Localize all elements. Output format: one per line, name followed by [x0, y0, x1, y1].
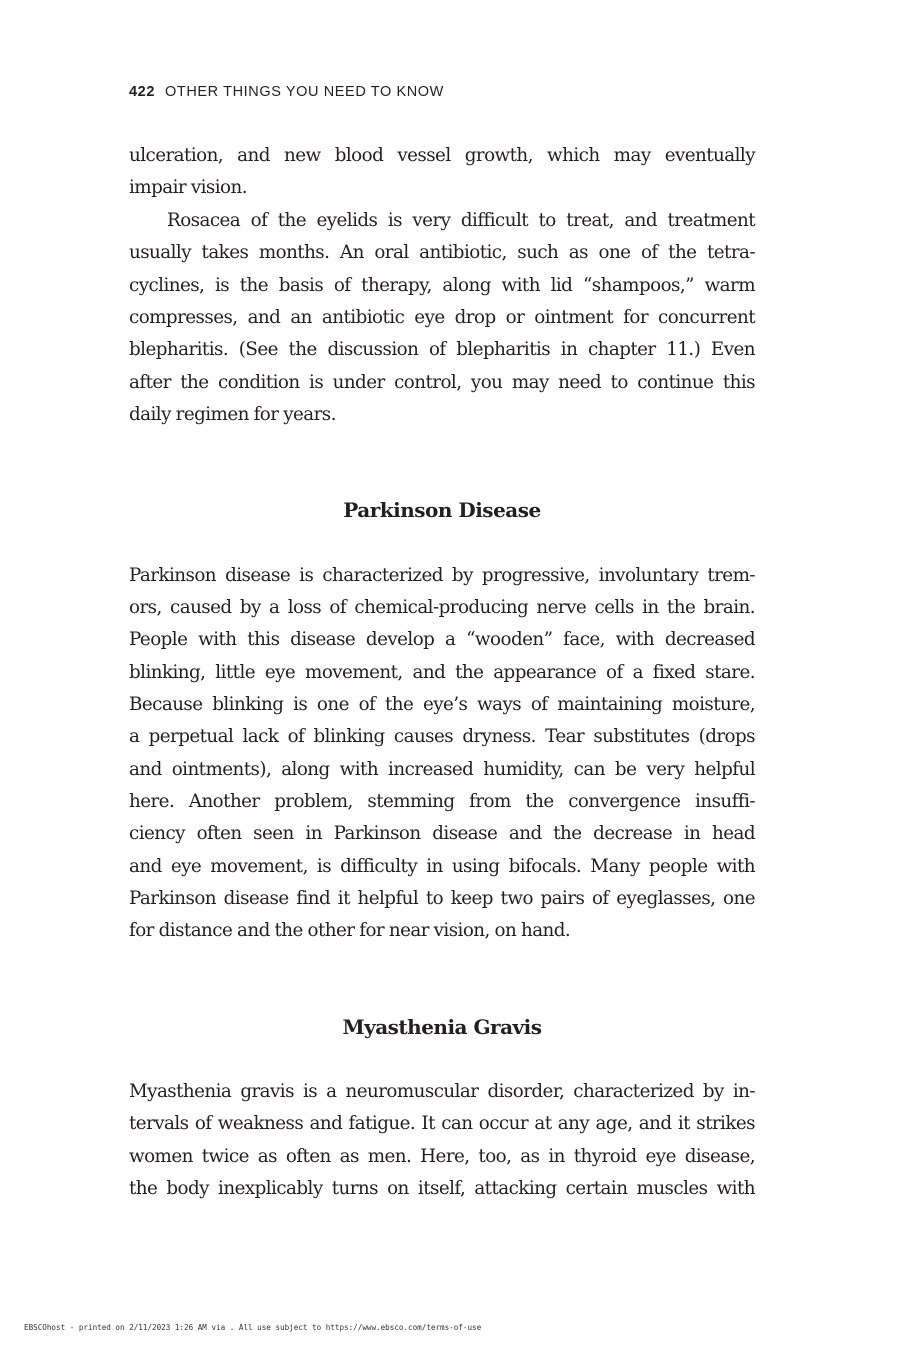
- body-line: impair vision.: [129, 177, 247, 198]
- print-footer: EBSCOhost - printed on 2/11/2023 1:26 AM via . All use subject to https://www.ebsco.com/terms-of-use: [24, 1323, 482, 1332]
- body-line: and ointments), along with increased humidity, can be very helpful: [129, 759, 755, 780]
- body-line: after the condition is under control, you may need to continue this: [129, 372, 755, 393]
- body-line: Myasthenia gravis is a neuromuscular disorder, characterized by in-: [129, 1081, 755, 1102]
- body-line: women twice as often as men. Here, too, as in thyroid eye disease,: [129, 1146, 755, 1167]
- body-line: here. Another problem, stemming from the convergence insuffi-: [129, 791, 755, 812]
- section-heading: Myasthenia Gravis: [342, 1015, 542, 1039]
- body-line: ciency often seen in Parkinson disease and the decrease in head: [129, 823, 755, 844]
- body-line: Because blinking is one of the eye’s ways of maintaining moisture,: [129, 694, 755, 715]
- body-line: and eye movement, is difficulty in using bifocals. Many people with: [129, 856, 755, 877]
- body-line: People with this disease develop a “wooden” face, with decreased: [129, 629, 755, 650]
- body-line: blinking, little eye movement, and the appearance of a fixed stare.: [129, 662, 755, 683]
- body-line: Parkinson disease is characterized by progressive, involuntary trem-: [129, 565, 755, 586]
- body-line: a perpetual lack of blinking causes dryness. Tear substitutes (drops: [129, 726, 755, 747]
- body-line: daily regimen for years.: [129, 404, 336, 425]
- body-line: cyclines, is the basis of therapy, along with lid “shampoos,” warm: [129, 275, 755, 296]
- page-number: 422: [129, 84, 155, 100]
- section-heading: Parkinson Disease: [343, 498, 541, 522]
- body-line: tervals of weakness and fatigue. It can occur at any age, and it strikes: [129, 1113, 755, 1134]
- running-title: OTHER THINGS YOU NEED TO KNOW: [165, 84, 444, 100]
- body-line: Parkinson disease find it helpful to keep two pairs of eyeglasses, one: [129, 888, 755, 909]
- body-line: the body inexplicably turns on itself, attacking certain muscles with: [129, 1178, 755, 1199]
- body-line: compresses, and an antibiotic eye drop or ointment for concurrent: [129, 307, 755, 328]
- body-line: for distance and the other for near vision, on hand.: [129, 920, 571, 941]
- running-head: [129, 84, 444, 100]
- body-line: blepharitis. (See the discussion of blepharitis in chapter 11.) Even: [129, 339, 755, 360]
- body-line: Rosacea of the eyelids is very difficult to treat, and treatment: [167, 210, 755, 231]
- body-line: ors, caused by a loss of chemical-producing nerve cells in the brain.: [129, 597, 755, 618]
- body-line: usually takes months. An oral antibiotic, such as one of the tetra-: [129, 242, 755, 263]
- body-line: ulceration, and new blood vessel growth, which may eventually: [129, 145, 755, 166]
